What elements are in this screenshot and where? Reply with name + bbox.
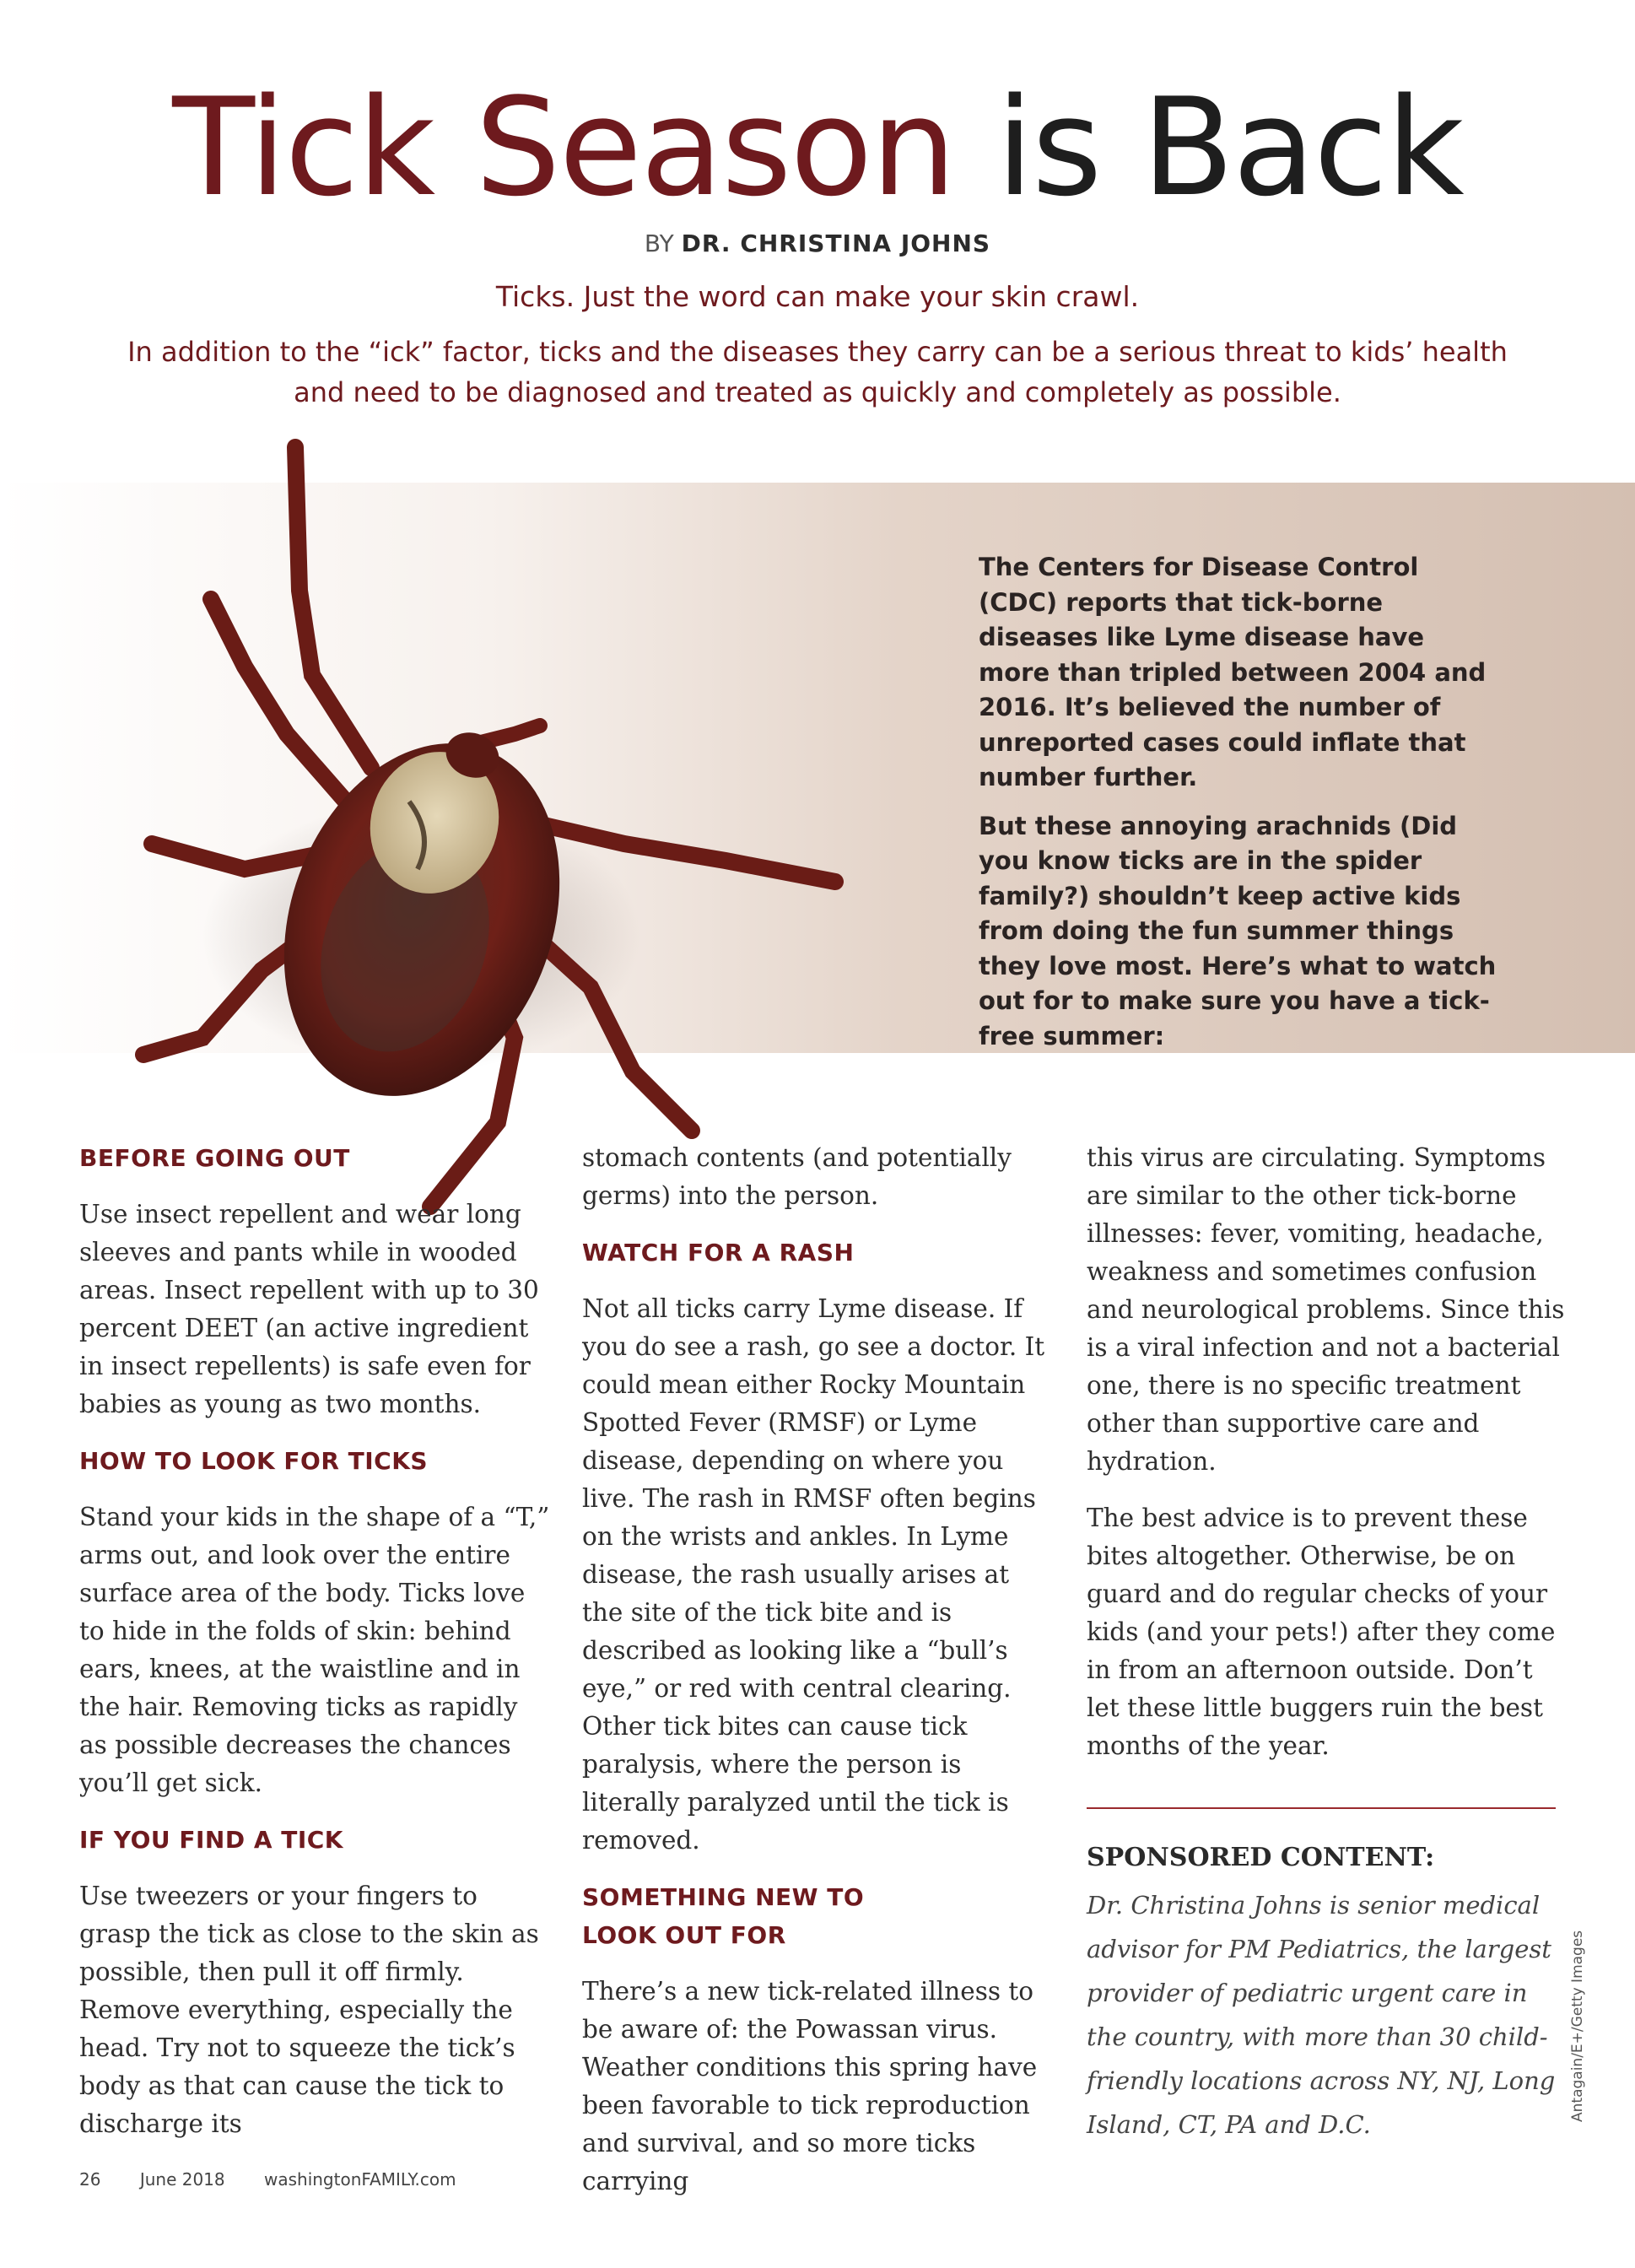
deck-line-1: Ticks. Just the word can make your skin crawl. xyxy=(495,280,1140,313)
site-name: washingtonFAMILY.com xyxy=(263,2169,456,2190)
section-heading: IF YOU FIND A TICK xyxy=(79,1826,344,1854)
tick-photo xyxy=(118,397,962,1240)
title-part-2: is Back xyxy=(996,68,1463,226)
divider-rule xyxy=(1087,1807,1556,1809)
section-body: Stand your kids in the shape of a “T,” arms out, and look over the entire surface area of the body. Ticks love to hide in the folds of skin: behind ears, knees, at the waistline and in the hair. Removing ticks as rapidly as possible decreases the chances you’ll get sick. xyxy=(79,1503,550,1797)
hero-paragraph: The Centers for Disease Control (CDC) reports that tick-borne diseases like Lyme disease have more than tripled between 2004 and 2016. It’s believed the number of unreported cases could inflate that number further. xyxy=(979,553,1487,791)
byline xyxy=(0,230,1635,257)
section-body: The best advice is to prevent these bites altogether. Otherwise, be on guard and do regular checks of your kids (and your pets!) after they come in from an afternoon outside. Don’t let these little buggers ruin the best months of the year. xyxy=(1087,1504,1556,1760)
section-body: this virus are circulating. Symptoms are similar to the other tick-borne illnesses: fever, vomiting, headache, weakness and sometimes confusion and neurological problems. Since this is a viral infection and not a bacterial one, there is no specific treatment other than supportive care and hydration. xyxy=(1087,1143,1565,1476)
byline-author: DR. CHRISTINA JOHNS xyxy=(681,230,991,257)
section-body: Use insect repellent and wear long sleeves and pants while in wooded areas. Insect repellent with up to 30 percent DEET (an active ingredient in insect repellents) is safe even for babies as young as two months. xyxy=(79,1200,539,1418)
sponsored-heading: SPONSORED CONTENT: xyxy=(1087,1843,1435,1872)
title-part-1: Tick Season xyxy=(172,68,955,226)
hero-intro xyxy=(979,550,1502,1054)
column-2 xyxy=(582,1139,1055,2200)
photo-credit: Antagain/E+/Getty Images xyxy=(1569,1930,1586,2122)
page-footer xyxy=(79,2169,490,2190)
page-number: 26 xyxy=(79,2169,101,2190)
column-3 xyxy=(1087,1139,1568,2146)
article-title xyxy=(0,68,1635,226)
section-heading: BEFORE GOING OUT xyxy=(79,1144,350,1172)
column-1 xyxy=(79,1139,552,2143)
sponsored-body: Dr. Christina Johns is senior medical advisor for PM Pediatrics, the largest provider of pediatric urgent care in the country, with more than 30 child-friendly locations across NY, NJ, Long Island, CT, PA and D.C. xyxy=(1087,1891,1556,2139)
issue-date: June 2018 xyxy=(139,2169,225,2190)
section-body: stomach contents (and potentially germs) into the person. xyxy=(582,1143,1012,1210)
section-heading: SOMETHING NEW TO LOOK OUT FOR xyxy=(582,1883,865,1949)
byline-by: BY xyxy=(644,230,674,257)
deck-line-2: In addition to the “ick” factor, ticks and the diseases they carry can be a serious threat to kids’ health and need to be diagnosed and treated as quickly and completely as possible. xyxy=(127,336,1508,408)
section-heading: WATCH FOR A RASH xyxy=(582,1239,855,1266)
section-body: There’s a new tick-related illness to be aware of: the Powassan virus. Weather conditions this spring have been favorable to tick reproduction and survival, and so more ticks carrying xyxy=(582,1977,1038,2195)
hero-paragraph: But these annoying arachnids (Did you know ticks are in the spider family?) shouldn’t keep active kids from doing the fun summer things they love most. Here’s what to watch out for to make sure you have a tick-free summer: xyxy=(979,811,1497,1050)
section-body: Not all ticks carry Lyme disease. If you do see a rash, go see a doctor. It could mean either Rocky Mountain Spotted Fever (RMSF) or Lyme disease, depending on where you live. The rash in RMSF often begins on the wrists and ankles. In Lyme disease, the rash usually arises at the site of the tick bite and is described as looking like a “bull’s eye,” or red with central clearing. Other tick bites can cause tick paralysis, where the person is literally paralyzed until the tick is removed. xyxy=(582,1294,1045,1855)
section-body: Use tweezers or your fingers to grasp the tick as close to the skin as possible, then pull it off firmly. Remove everything, especially the head. Try not to squeeze the tick’s body as that can cause the tick to discharge its xyxy=(79,1882,539,2138)
section-heading: HOW TO LOOK FOR TICKS xyxy=(79,1447,429,1475)
